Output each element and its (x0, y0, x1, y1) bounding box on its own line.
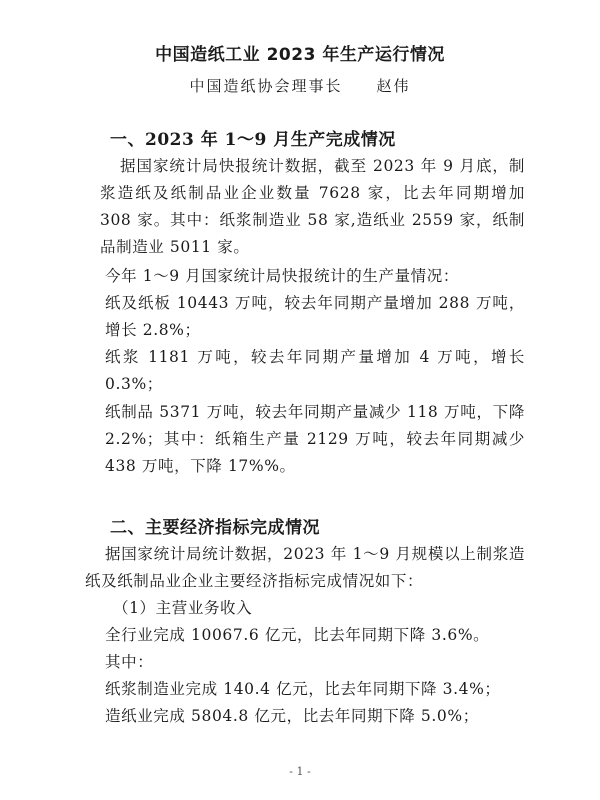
paragraph-economic-intro: 据国家统计局统计数据，2023 年 1～9 月规模以上制浆造纸及纸制品业企业主要经济指标完成情况如下： (85, 545, 525, 590)
author-line (0, 75, 600, 96)
paragraph-paper-products: 纸制品 5371 万吨，较去年同期产量减少 118 万吨，下降 2.2%；其中：纸箱生产量 2129 万吨，较去年同期减少 438 万吨，下降 17%%。 (105, 403, 525, 475)
paragraph-among: 其中： (105, 653, 154, 671)
page-number: - 1 - (289, 765, 311, 778)
author-role: 中国造纸协会理事长 (189, 77, 343, 95)
paragraph-revenue-heading: （1）主营业务收入 (113, 599, 253, 617)
paragraph-pulp: 纸浆 1181 万吨，较去年同期产量增加 4 万吨，增长 0.3%； (105, 348, 525, 393)
document-title: 中国造纸工业 2023 年生产运行情况 (155, 45, 445, 65)
paragraph-paper-revenue: 造纸业完成 5804.8 亿元，比去年同期下降 5.0%； (105, 707, 479, 725)
paragraph-industry-revenue: 全行业完成 10067.6 亿元，比去年同期下降 3.6%。 (105, 626, 490, 644)
section-heading-1: 一、2023 年 1～9 月生产完成情况 (110, 130, 396, 150)
author-name: 赵伟 (376, 77, 411, 95)
paragraph-pulp-revenue: 纸浆制造业完成 140.4 亿元，比去年同期下降 3.4%； (105, 680, 501, 698)
section-heading-2: 二、主要经济指标完成情况 (110, 518, 320, 538)
paragraph-paper-board: 纸及纸板 10443 万吨，较去年同期产量增加 288 万吨，增长 2.8%； (105, 294, 525, 339)
paragraph-production-intro: 今年 1～9 月国家统计局快报统计的生产量情况： (105, 267, 459, 285)
paragraph-enterprise-count: 据国家统计局快报统计数据，截至 2023 年 9 月底，制浆造纸及纸制品业企业数量 7628 家，比去年同期增加 308 家。其中：纸浆制造业 58 家,造纸业 2559 家，纸制品制造业 5011 家。 (100, 157, 525, 256)
